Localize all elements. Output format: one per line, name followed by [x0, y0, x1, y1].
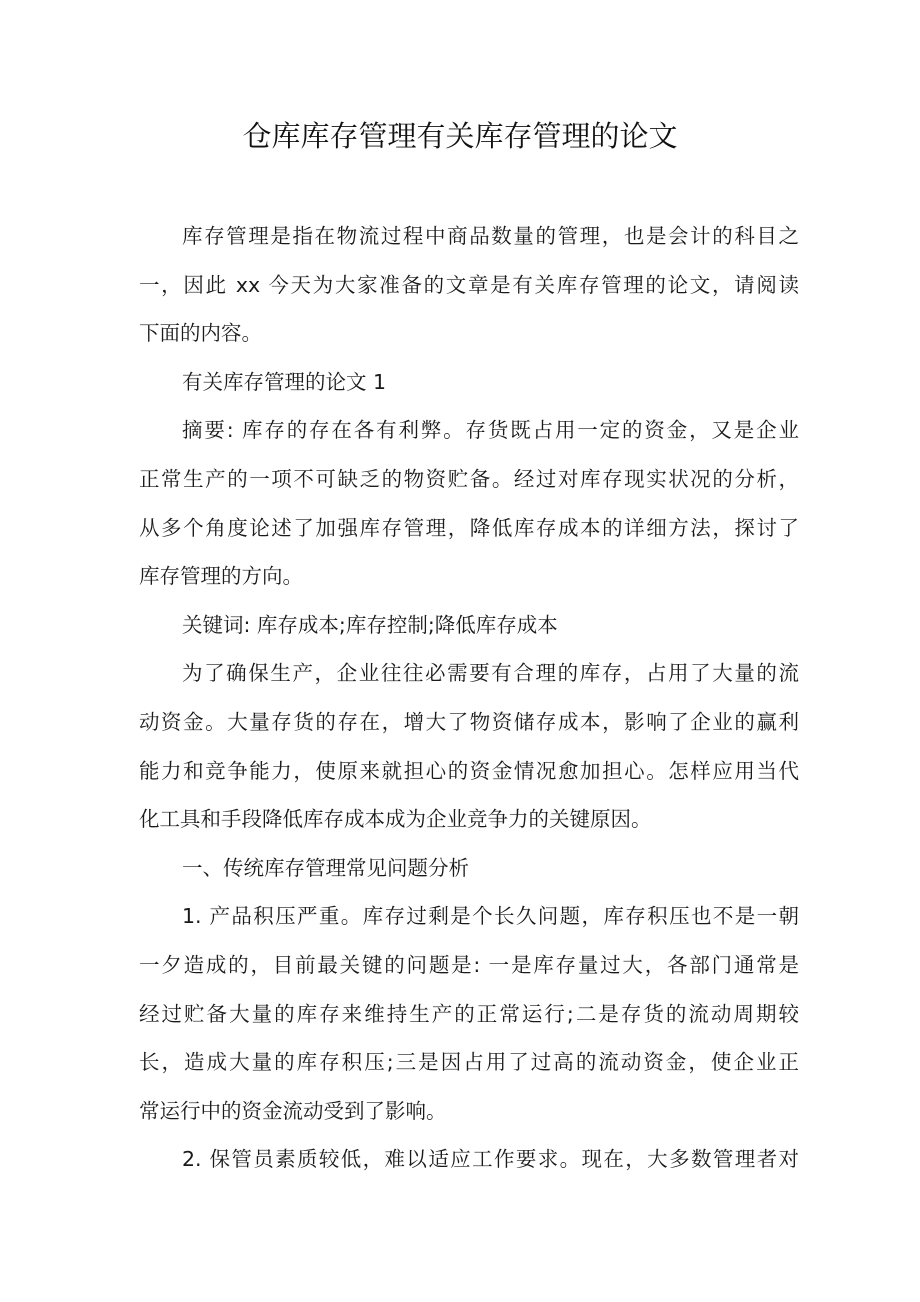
section-heading: 有关库存管理的论文 1	[182, 369, 387, 394]
abstract-line: 库存管理的方向。	[139, 564, 303, 589]
text-line: 一，因此 xx 今天为大家准备的文章是有关库存管理的论文，请阅读	[139, 272, 799, 297]
text-line: 能力和竞争能力，使原来就担心的资金情况愈加担心。怎样应用当代	[139, 758, 799, 783]
list-item-line: 一夕造成的，目前最关键的问题是: 一是库存量过大，各部门通常是	[139, 952, 799, 977]
text-line: 为了确保生产，企业往往必需要有合理的库存，占用了大量的流	[182, 661, 799, 686]
document-body	[139, 212, 799, 1184]
document-title: 仓库库存管理有关库存管理的论文	[242, 119, 678, 153]
keywords-line: 关键词: 库存成本;库存控制;降低库存成本	[182, 612, 558, 637]
text-line: 库存管理是指在物流过程中商品数量的管理，也是会计的科目之	[182, 224, 799, 248]
text-line: 动资金。大量存货的存在，增大了物资储存成本，影响了企业的赢利	[139, 709, 799, 734]
list-item-line: 长，造成大量的库存积压;三是因占用了过高的流动资金，使企业正	[139, 1050, 799, 1075]
list-item-line: 1. 产品积压严重。库存过剩是个长久问题，库存积压也不是一朝	[182, 904, 799, 929]
text-line: 下面的内容。	[139, 321, 262, 346]
abstract-line: 摘要: 库存的存在各有利弊。存货既占用一定的资金，又是企业	[182, 418, 799, 443]
abstract-line: 从多个角度论述了加强库存管理，降低库存成本的详细方法，探讨了	[139, 515, 799, 540]
list-item-line: 2. 保管员素质较低，难以适应工作要求。现在，大多数管理者对	[182, 1147, 799, 1172]
section-heading: 一、传统库存管理常见问题分析	[182, 855, 469, 880]
text-line: 化工具和手段降低库存成本成为企业竞争力的关键原因。	[139, 807, 652, 832]
list-item-line: 常运行中的资金流动受到了影响。	[139, 1098, 447, 1123]
list-item-line: 经过贮备大量的库存来维持生产的正常运行;二是存货的流动周期较	[139, 1001, 799, 1026]
abstract-line: 正常生产的一项不可缺乏的物资贮备。经过对库存现实状况的分析，	[139, 466, 799, 491]
